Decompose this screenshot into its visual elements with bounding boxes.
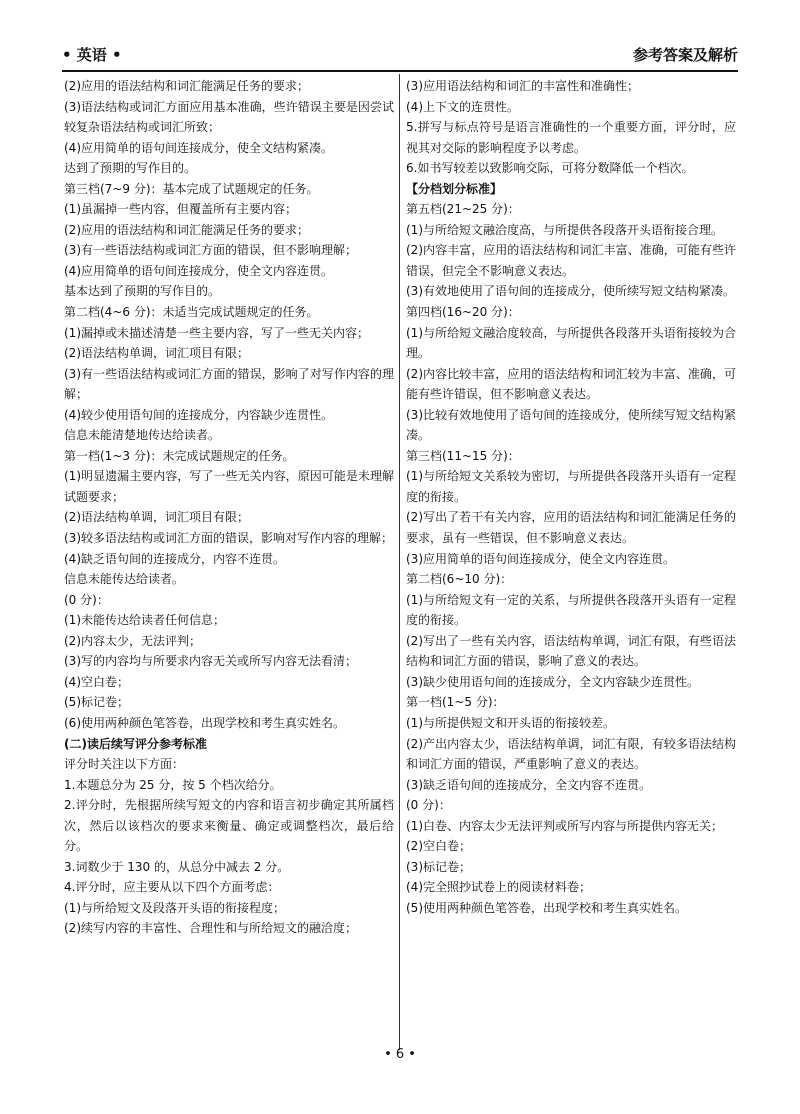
page-number: • 6 •	[384, 1047, 416, 1062]
paragraph: (1)与所给短文及段落开头语的衔接程度；	[64, 900, 285, 915]
paragraph: (1)与所给短文关系较为密切，与所提供各段落开头语有一定程度的衔接。	[406, 469, 736, 504]
paragraph: (0 分)：	[406, 798, 451, 813]
paragraph: (4)应用简单的语句间连接成分，使全文内容连贯。	[64, 263, 333, 278]
paragraph: 基本达到了预期的写作目的。	[64, 284, 221, 299]
paragraph: (4)应用简单的语句间连接成分，使全文结构紧凑。	[64, 140, 333, 155]
paragraph: (2)应用的语法结构和词汇能满足任务的要求；	[64, 79, 309, 93]
paragraph: 5.拼写与标点符号是语言准确性的一个重要方面，评分时，应视其对交际的影响程度予以考虑。	[406, 120, 736, 155]
paragraph: (1)与所给短文有一定的关系，与所提供各段落开头语有一定程度的衔接。	[406, 592, 736, 628]
subject-label: • 英语 •	[62, 46, 122, 64]
paragraph: (2)语法结构单调，词汇项目有限；	[64, 346, 249, 361]
paragraph: (4)空白卷；	[64, 674, 129, 689]
paragraph: (1)与所提供短文和开头语的衔接较差。	[406, 715, 615, 730]
paragraph: 第二档(6~10 分)：	[406, 572, 513, 587]
paragraph: (3)写的内容均与所要求内容无关或所写内容无法看清；	[64, 654, 358, 669]
paragraph: (3)语法结构或词汇方面应用基本准确，些许错误主要是因尝试较复杂语法结构或词汇所致；	[64, 99, 394, 135]
paragraph: (1)与所给短文融洽度高，与所提供各段落开头语衔接合理。	[406, 222, 724, 237]
paragraph: (2)应用的语法结构和词汇能满足任务的要求；	[64, 222, 309, 237]
paragraph: (5)使用两种颜色笔答卷，出现学校和考生真实姓名。	[406, 900, 688, 915]
paragraph: (2)内容比较丰富，应用的语法结构和词汇较为丰富、准确，可能有些许错误，但不影响意义表达。	[406, 366, 736, 402]
paragraph: (1)漏掉或未描述清楚一些主要内容，写了一些无关内容；	[64, 325, 370, 340]
paragraph: (二)读后续写评分参考标准	[64, 736, 207, 751]
paragraph: (3)应用语法结构和词汇的丰富性和准确性；	[406, 79, 639, 93]
paragraph: (1)明显遗漏主要内容，写了一些无关内容，原因可能是未理解试题要求；	[64, 469, 394, 504]
paragraph: 3.词数少于 130 的，从总分中减去 2 分。	[64, 859, 290, 874]
paragraph: 第一档(1~5 分)：	[406, 695, 505, 710]
paragraph: 评分时关注以下方面：	[64, 757, 185, 772]
paragraph: (3)有一些语法结构或词汇方面的错误，但不影响理解；	[64, 243, 358, 258]
paragraph: (1)虽漏掉一些内容，但覆盖所有主要内容；	[64, 202, 297, 217]
paragraph: (2)写出了一些有关内容，语法结构单调，词汇有限，有些语法结构和词汇方面的错误，影响了意义的表达。	[406, 633, 736, 669]
paragraph: 第四档(16~20 分)：	[406, 305, 520, 320]
paragraph: 第三档(7~9 分)：基本完成了试题规定的任务。	[64, 181, 319, 196]
paragraph: (3)较多语法结构或词汇方面的错误，影响对写作内容的理解；	[64, 531, 394, 546]
paragraph: (2)语法结构单调，词汇项目有限；	[64, 510, 249, 525]
paragraph: (4)缺乏语句间的连接成分，内容不连贯。	[64, 551, 285, 566]
paragraph: 第三档(11~15 分)：	[406, 448, 520, 463]
paragraph: (2)产出内容太少，语法结构单调，词汇有限，有较多语法结构和词汇方面的错误，严重影响了意义的表达。	[406, 736, 736, 772]
paragraph: (2)续写内容的丰富性、合理性和与所给短文的融洽度；	[64, 921, 358, 936]
page-header	[62, 40, 738, 72]
paragraph: 达到了预期的写作目的。	[64, 161, 197, 176]
paragraph: (6)使用两种颜色笔答卷，出现学校和考生真实姓名。	[64, 715, 346, 730]
header-title: 参考答案及解析	[632, 46, 738, 64]
paragraph: 4.评分时，应主要从以下四个方面考虑：	[64, 880, 280, 895]
paragraph: (2)写出了若干有关内容，应用的语法结构和词汇能满足任务的要求，虽有一些错误，但不影响意义表达。	[406, 510, 736, 546]
paragraph: (1)白卷、内容太少无法评判或所写内容与所提供内容无关；	[406, 818, 724, 833]
paragraph: 信息未能传达给读者。	[64, 572, 185, 587]
paragraph: (3)缺少使用语句间的连接成分，全文内容缺少连贯性。	[406, 674, 700, 689]
paragraph: (5)标记卷；	[64, 695, 129, 710]
right-column	[406, 76, 736, 918]
paragraph: 1.本题总分为 25 分，按 5 个档次给分。	[64, 777, 282, 792]
paragraph: (4)较少使用语句间的连接成分，内容缺少连贯性。	[64, 407, 333, 422]
left-column	[64, 76, 394, 939]
paragraph: 第二档(4~6 分)：未适当完成试题规定的任务。	[64, 305, 319, 320]
paragraph: (1)与所给短文融洽度较高，与所提供各段落开头语衔接较为合理。	[406, 325, 736, 361]
paragraph: (2)空白卷；	[406, 839, 471, 854]
paragraph: (2)内容太少，无法评判；	[64, 633, 201, 648]
paragraph: 第一档(1~3 分)：未完成试题规定的任务。	[64, 448, 295, 463]
paragraph: (3)应用简单的语句间连接成分，使全文内容连贯。	[406, 551, 675, 566]
paragraph: 6.如书写较差以致影响交际，可将分数降低一个档次。	[406, 161, 694, 176]
paragraph: 信息未能清楚地传达给读者。	[64, 428, 221, 443]
paragraph: (4)完全照抄试卷上的阅读材料卷；	[406, 880, 591, 895]
paragraph: (2)内容丰富，应用的语法结构和词汇丰富、准确，可能有些许错误，但完全不影响意义表达。	[406, 243, 736, 278]
paragraph: (3)有效地使用了语句间的连接成分，使所续写短文结构紧凑。	[406, 284, 736, 299]
paragraph: (4)上下文的连贯性。	[406, 99, 519, 114]
paragraph: (0 分)：	[64, 592, 109, 607]
paragraph: (3)有一些语法结构或词汇方面的错误，影响了对写作内容的理解；	[64, 366, 394, 402]
paragraph: (3)比较有效地使用了语句间的连接成分，使所续写短文结构紧凑。	[406, 407, 736, 443]
paragraph: (3)缺乏语句间的连接成分，全文内容不连贯。	[406, 777, 651, 792]
paragraph: 2.评分时，先根据所续写短文的内容和语言初步确定其所属档次，然后以该档次的要求来衡量、确定或调整档次，最后给分。	[64, 798, 394, 854]
paragraph: 【分档划分标准】	[406, 181, 503, 196]
paragraph: (1)未能传达给读者任何信息；	[64, 613, 225, 628]
paragraph: (3)标记卷；	[406, 859, 471, 874]
paragraph: 第五档(21~25 分)：	[406, 202, 520, 217]
column-divider	[399, 74, 400, 1050]
